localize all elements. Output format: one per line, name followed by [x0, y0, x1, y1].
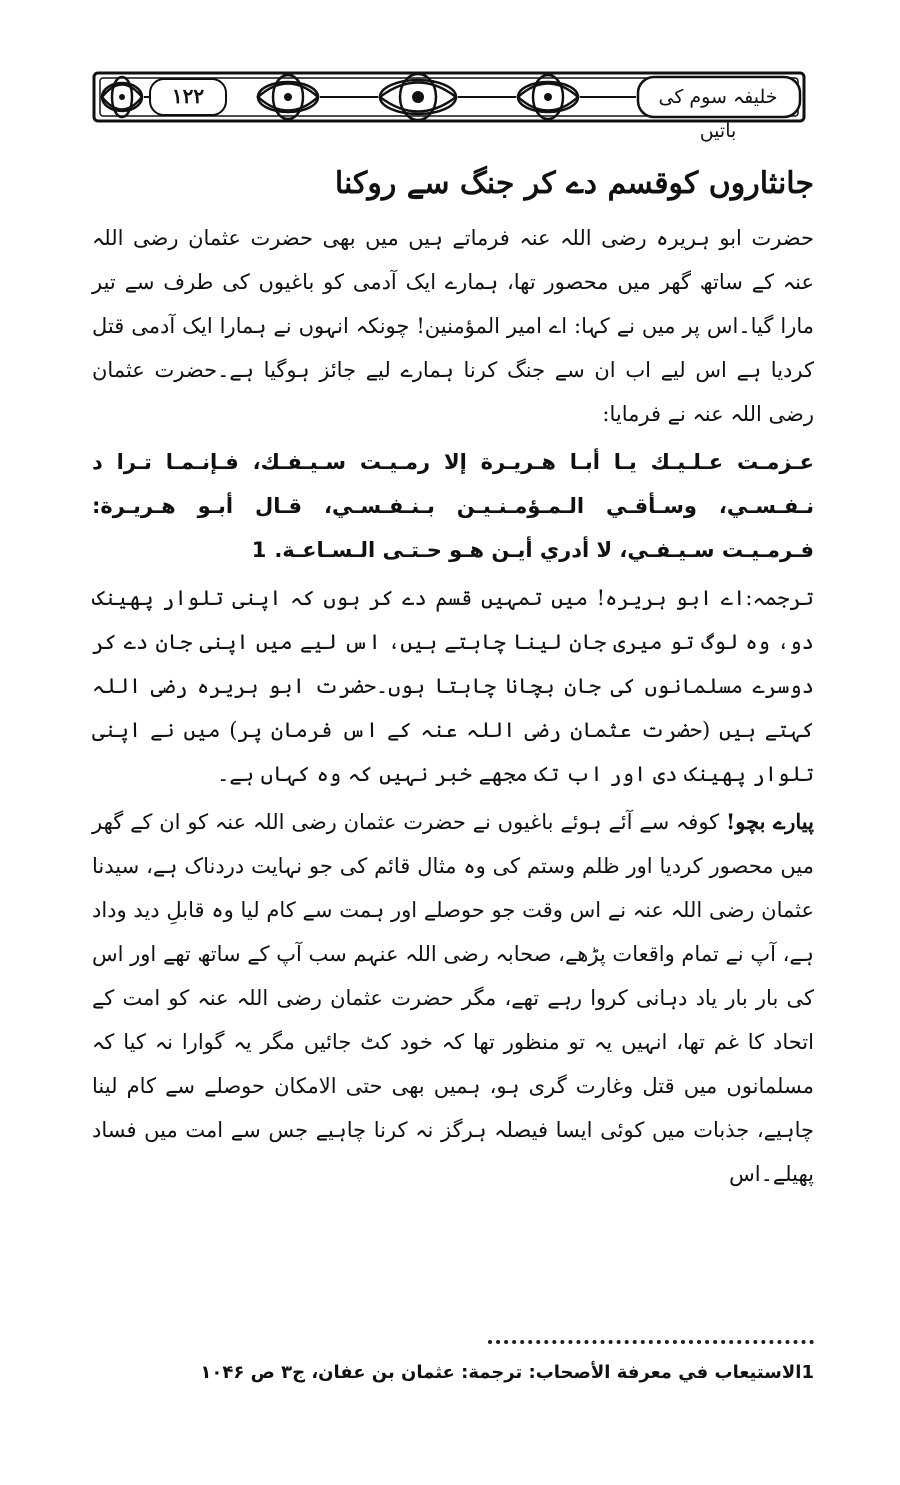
- footnote-reference: 1: [251, 538, 267, 562]
- paragraph-lesson: [92, 800, 814, 1196]
- chapter-title: جانثاروں کوقسم دے کر جنگ سے روکنا: [334, 166, 814, 201]
- arabic-quote: [92, 440, 814, 572]
- paragraph-text: حضرت ابو ہریرہ رضی اللہ عنہ فرماتے ہیں میں بھی حضرت عثمان رضی اللہ عنہ کے ساتھ گھر میں محصور تھا، ہمارے ایک آدمی کو باغیوں کی طرف سے تیر مارا گیا۔اس پر میں نے کہا: اے امیر المؤمنین! چونکہ انہوں نے ہمارا ایک آدمی قتل کردیا ہے اس لیے اب ان سے جنگ کرنا ہمارے لیے جائز ہوگیا ہے۔حضرت عثمان رضی اللہ عنہ نے فرمایا:: [92, 226, 814, 426]
- translation-text: ترجمہ:اے ابو ہریرہ! میں تمہیں قسم دے کر ہوں کہ اپنی تلوار پھینک دو، وہ لوگ تو میری جان لینا چاہتے ہیں، اس لیے میں اپنی جان دے کر دوسرے مسلمانوں کی جان بچانا چاہتا ہوں۔حضرت ابو ہریرہ رضی اللہ کہتے ہیں (حضرت عثمان رضی اللہ عنہ کے اس فرمان پر) میں نے اپنی تلوار پھینک دی اور اب تک مجھے خبر نہیں کہ وہ کہاں ہے۔: [92, 586, 814, 786]
- lesson-body: کوفہ سے آئے ہوئے باغیوں نے حضرت عثمان رضی اللہ عنہ کو ان کے گھر میں محصور کردیا اور ظلم وستم کی وہ مثال قائم کی جو نہایت دردناک ہے، سیدنا عثمان رضی اللہ عنہ نے اس وقت جو حوصلے اور ہمت سے کام لیا وہ قابلِ دید وداد ہے، آپ نے تمام واقعات پڑھے، صحابہ رضی اللہ عنہم سب آپ کے ساتھ تھے اور اس کی بار بار یاد دہانی کروا رہے تھے، مگر حضرت عثمان رضی اللہ عنہ کو امت کے اتحاد کا غم تھا، انہیں یہ تو منظور تھا کہ خود کٹ جائیں مگر یہ گوارا نہ کیا کہ مسلمانوں میں قتل وغارت گری ہو، ہمیں بھی حتی الامکان حوصلے سے کام لینا چاہیے، جذبات میں کوئی ایسا فیصلہ ہرگز نہ کرنا چاہیے جس سے امت میں فساد پھیلے۔اس: [92, 810, 814, 1186]
- paragraph-narration: [92, 216, 814, 436]
- page-number: ۱۲۲: [171, 84, 205, 108]
- arabic-quote-text: [92, 440, 814, 572]
- lesson-text: [92, 800, 814, 1196]
- arabic-quote-body: عـزمـت عـلـيـك يـا أبـا هـريـرة إلا رمـيـت سـيـفـك، فـإنـمـا تـرا د نـفـسـي، وسـأقـي الـمـؤمـنـيـن بـنـفـسـي، قـال أبـو هـريـرة: فـرمـيـت سـيـفـي، لا أدري أيـن هـو حـتـى الـسـاعـة.: [92, 450, 814, 562]
- running-book-title: خلیفہ سوم کی باتیں: [658, 86, 778, 142]
- footnote-divider: [488, 1340, 814, 1344]
- paragraph-translation: [92, 576, 814, 796]
- footnote: 1الاستيعاب في معرفة الأصحاب: ترجمة: عثمان بن عفان، ج۳ ص ۱۰۴۶: [200, 1362, 814, 1383]
- lesson-lead: پیارے بچو!: [726, 809, 814, 834]
- page-content: [92, 152, 814, 1200]
